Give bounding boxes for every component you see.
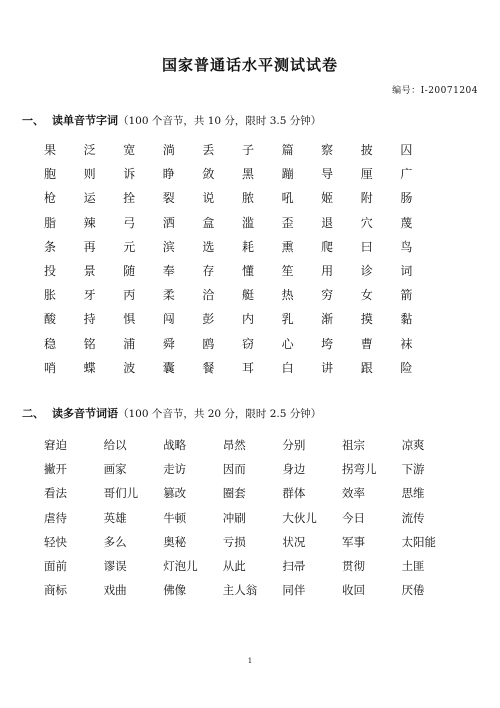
word-item: 佛像 (163, 583, 187, 598)
syllable-item: 睁 (162, 167, 175, 182)
syllable-item: 摸 (360, 312, 373, 327)
page-number: 1 (247, 657, 253, 665)
syllable-item: 选 (202, 239, 215, 254)
syllable-item: 泛 (83, 143, 96, 157)
serial-number: 编号：I-20071204 (392, 86, 478, 96)
syllable-item: 鸥 (202, 336, 215, 351)
syllable-item: 胞 (44, 167, 57, 182)
word-item: 拐弯儿 (341, 462, 377, 477)
syllable-item: 退 (321, 215, 334, 230)
word-item: 给以 (103, 438, 127, 452)
syllable-item: 滨 (162, 239, 175, 254)
word-item: 军事 (341, 534, 365, 549)
section-1-label: 读单音节字词 (52, 114, 118, 127)
syllable-item: 洽 (202, 288, 215, 303)
word-item: 下游 (401, 462, 425, 477)
syllable-item: 导 (321, 167, 334, 182)
syllable-item: 蝶 (83, 360, 96, 375)
syllable-item: 盒 (202, 215, 215, 230)
syllable-item: 披 (360, 143, 373, 157)
syllable-item: 察 (321, 143, 334, 157)
word-item: 厌倦 (401, 583, 425, 598)
word-item: 收回 (341, 583, 365, 598)
word-item: 戏曲 (103, 583, 127, 598)
word-item: 谬误 (103, 558, 127, 573)
syllable-item: 再 (83, 239, 96, 254)
syllable-item: 牙 (83, 288, 96, 303)
word-item: 虐待 (44, 510, 67, 525)
syllable-item: 存 (202, 263, 215, 278)
word-item: 太阳能 (401, 534, 437, 549)
syllable-item: 胀 (44, 288, 57, 303)
syllable-item: 词 (400, 263, 413, 278)
multi-syllable-grid (44, 437, 461, 606)
syllable-item: 黏 (400, 312, 413, 327)
syllable-item: 窃 (241, 336, 254, 351)
word-item: 贯彻 (341, 558, 365, 573)
syllable-item: 洒 (162, 215, 175, 230)
syllable-item: 酸 (44, 312, 57, 327)
section-1-number: 一、 (22, 114, 44, 127)
word-item: 走访 (163, 462, 187, 477)
section-2-note: （100 个音节，共 20 分，限时 2.5 分钟） (118, 408, 322, 420)
syllable-item: 丢 (202, 143, 215, 157)
word-item: 因而 (222, 462, 246, 477)
word-item: 群体 (282, 486, 306, 501)
word-item: 牛顿 (163, 510, 187, 525)
syllable-item: 曹 (360, 336, 373, 351)
syllable-item: 运 (83, 191, 96, 206)
syllable-item: 渐 (321, 312, 334, 327)
syllable-item: 笙 (281, 263, 294, 278)
word-item: 效率 (341, 486, 365, 501)
syllable-item: 彭 (202, 312, 215, 327)
word-item: 看法 (44, 486, 67, 501)
syllable-item: 袜 (400, 336, 413, 351)
syllable-item: 垮 (321, 336, 334, 351)
word-item: 战略 (163, 438, 187, 452)
syllable-item: 滥 (241, 215, 254, 230)
word-item: 流传 (401, 510, 425, 525)
syllable-item: 艇 (241, 288, 254, 303)
syllable-item: 奉 (162, 263, 175, 278)
syllable-item: 枪 (44, 191, 57, 206)
syllable-item: 穴 (360, 215, 373, 230)
syllable-item: 哨 (44, 360, 57, 375)
word-item: 思维 (401, 486, 425, 501)
word-item: 灯泡儿 (163, 558, 198, 573)
syllable-item: 内 (241, 312, 254, 327)
word-item: 冲刷 (222, 510, 246, 525)
word-item: 哥们儿 (103, 486, 139, 501)
syllable-item: 闯 (162, 312, 175, 327)
syllable-item: 懂 (241, 263, 254, 278)
single-syllable-grid (44, 142, 440, 384)
syllable-item: 鸟 (400, 239, 413, 254)
word-item: 奥秘 (163, 534, 187, 549)
syllable-item: 热 (281, 288, 294, 303)
syllable-item: 宽 (123, 143, 136, 157)
syllable-item: 裂 (162, 191, 175, 206)
word-item: 今日 (341, 510, 365, 525)
syllable-item: 柔 (162, 288, 175, 303)
syllable-item: 女 (360, 288, 373, 303)
syllable-item: 蹦 (281, 167, 294, 182)
syllable-item: 耳 (241, 360, 254, 375)
syllable-item: 辣 (83, 215, 96, 230)
syllable-item: 黑 (241, 167, 254, 182)
syllable-item: 诊 (360, 263, 373, 278)
exam-title: 国家普通话水平测试试卷 (161, 56, 338, 74)
word-item: 亏损 (222, 534, 246, 549)
syllable-item: 脓 (241, 191, 254, 206)
word-item: 祖宗 (341, 438, 365, 452)
syllable-item: 爬 (321, 239, 334, 254)
syllable-item: 箭 (400, 288, 413, 303)
syllable-item: 心 (281, 336, 294, 351)
word-item: 商标 (44, 583, 67, 598)
syllable-item: 诉 (123, 167, 136, 182)
word-item: 大伙儿 (282, 510, 317, 525)
syllable-item: 耗 (241, 239, 254, 254)
syllable-item: 景 (83, 263, 96, 278)
syllable-item: 说 (202, 191, 215, 206)
word-item: 面前 (44, 558, 67, 573)
syllable-item: 餐 (202, 360, 215, 375)
syllable-item: 投 (44, 263, 57, 278)
section-1-heading (22, 112, 321, 128)
section-2-number: 二、 (22, 407, 44, 420)
word-item: 状况 (282, 534, 306, 549)
syllable-item: 丙 (123, 288, 136, 303)
syllable-item: 弓 (123, 215, 136, 230)
word-item: 英雄 (103, 510, 127, 525)
syllable-item: 舜 (162, 336, 175, 351)
syllable-item: 敛 (202, 167, 215, 182)
syllable-item: 条 (44, 239, 57, 254)
word-item: 从此 (222, 558, 246, 573)
syllable-item: 拴 (123, 191, 136, 206)
syllable-item: 果 (44, 143, 57, 157)
syllable-item: 囚 (400, 143, 413, 157)
word-item: 扫帚 (282, 558, 306, 573)
word-item: 撇开 (44, 462, 67, 477)
word-item: 画家 (103, 462, 127, 477)
syllable-item: 元 (123, 239, 136, 254)
word-item: 窘迫 (44, 438, 67, 452)
word-item: 同伴 (282, 583, 306, 598)
syllable-item: 随 (123, 263, 136, 278)
syllable-item: 持 (83, 312, 96, 327)
syllable-item: 脂 (44, 215, 57, 230)
syllable-item: 乳 (281, 312, 294, 327)
syllable-item: 蔑 (400, 215, 413, 230)
syllable-item: 吼 (281, 191, 294, 206)
word-item: 圈套 (222, 486, 246, 501)
syllable-item: 附 (360, 191, 373, 206)
syllable-item: 跟 (360, 360, 373, 375)
word-item: 分别 (282, 438, 306, 452)
syllable-item: 厘 (360, 167, 373, 182)
syllable-item: 险 (400, 360, 413, 375)
syllable-item: 用 (321, 263, 334, 278)
syllable-item: 则 (83, 167, 96, 182)
section-2-label: 读多音节词语 (52, 407, 118, 420)
syllable-item: 波 (123, 360, 136, 375)
syllable-item: 肠 (400, 191, 413, 206)
syllable-item: 讲 (321, 360, 334, 375)
syllable-item: 稳 (44, 336, 57, 351)
syllable-item: 淌 (162, 143, 175, 157)
syllable-item: 广 (400, 167, 413, 182)
syllable-item: 白 (281, 360, 294, 375)
word-item: 主人翁 (222, 583, 258, 598)
syllable-item: 篇 (281, 143, 294, 157)
word-item: 身边 (282, 462, 306, 477)
word-item: 多么 (103, 534, 127, 549)
word-item: 篡改 (163, 486, 187, 501)
syllable-item: 囊 (162, 360, 175, 375)
syllable-item: 姬 (321, 191, 334, 206)
section-1-note: （100 个音节，共 10 分，限时 3.5 分钟） (118, 115, 322, 127)
syllable-item: 浦 (123, 336, 136, 351)
syllable-item: 穷 (321, 288, 334, 303)
syllable-item: 惧 (123, 312, 136, 327)
word-item: 昂然 (222, 438, 246, 452)
syllable-item: 曰 (360, 239, 373, 254)
word-item: 土匪 (401, 558, 425, 573)
word-item: 轻快 (44, 534, 67, 549)
section-2-heading (22, 405, 321, 421)
syllable-item: 铭 (83, 336, 96, 351)
syllable-item: 熏 (281, 239, 294, 254)
syllable-item: 子 (241, 143, 254, 157)
syllable-item: 歪 (281, 215, 294, 230)
word-item: 凉爽 (401, 438, 425, 452)
